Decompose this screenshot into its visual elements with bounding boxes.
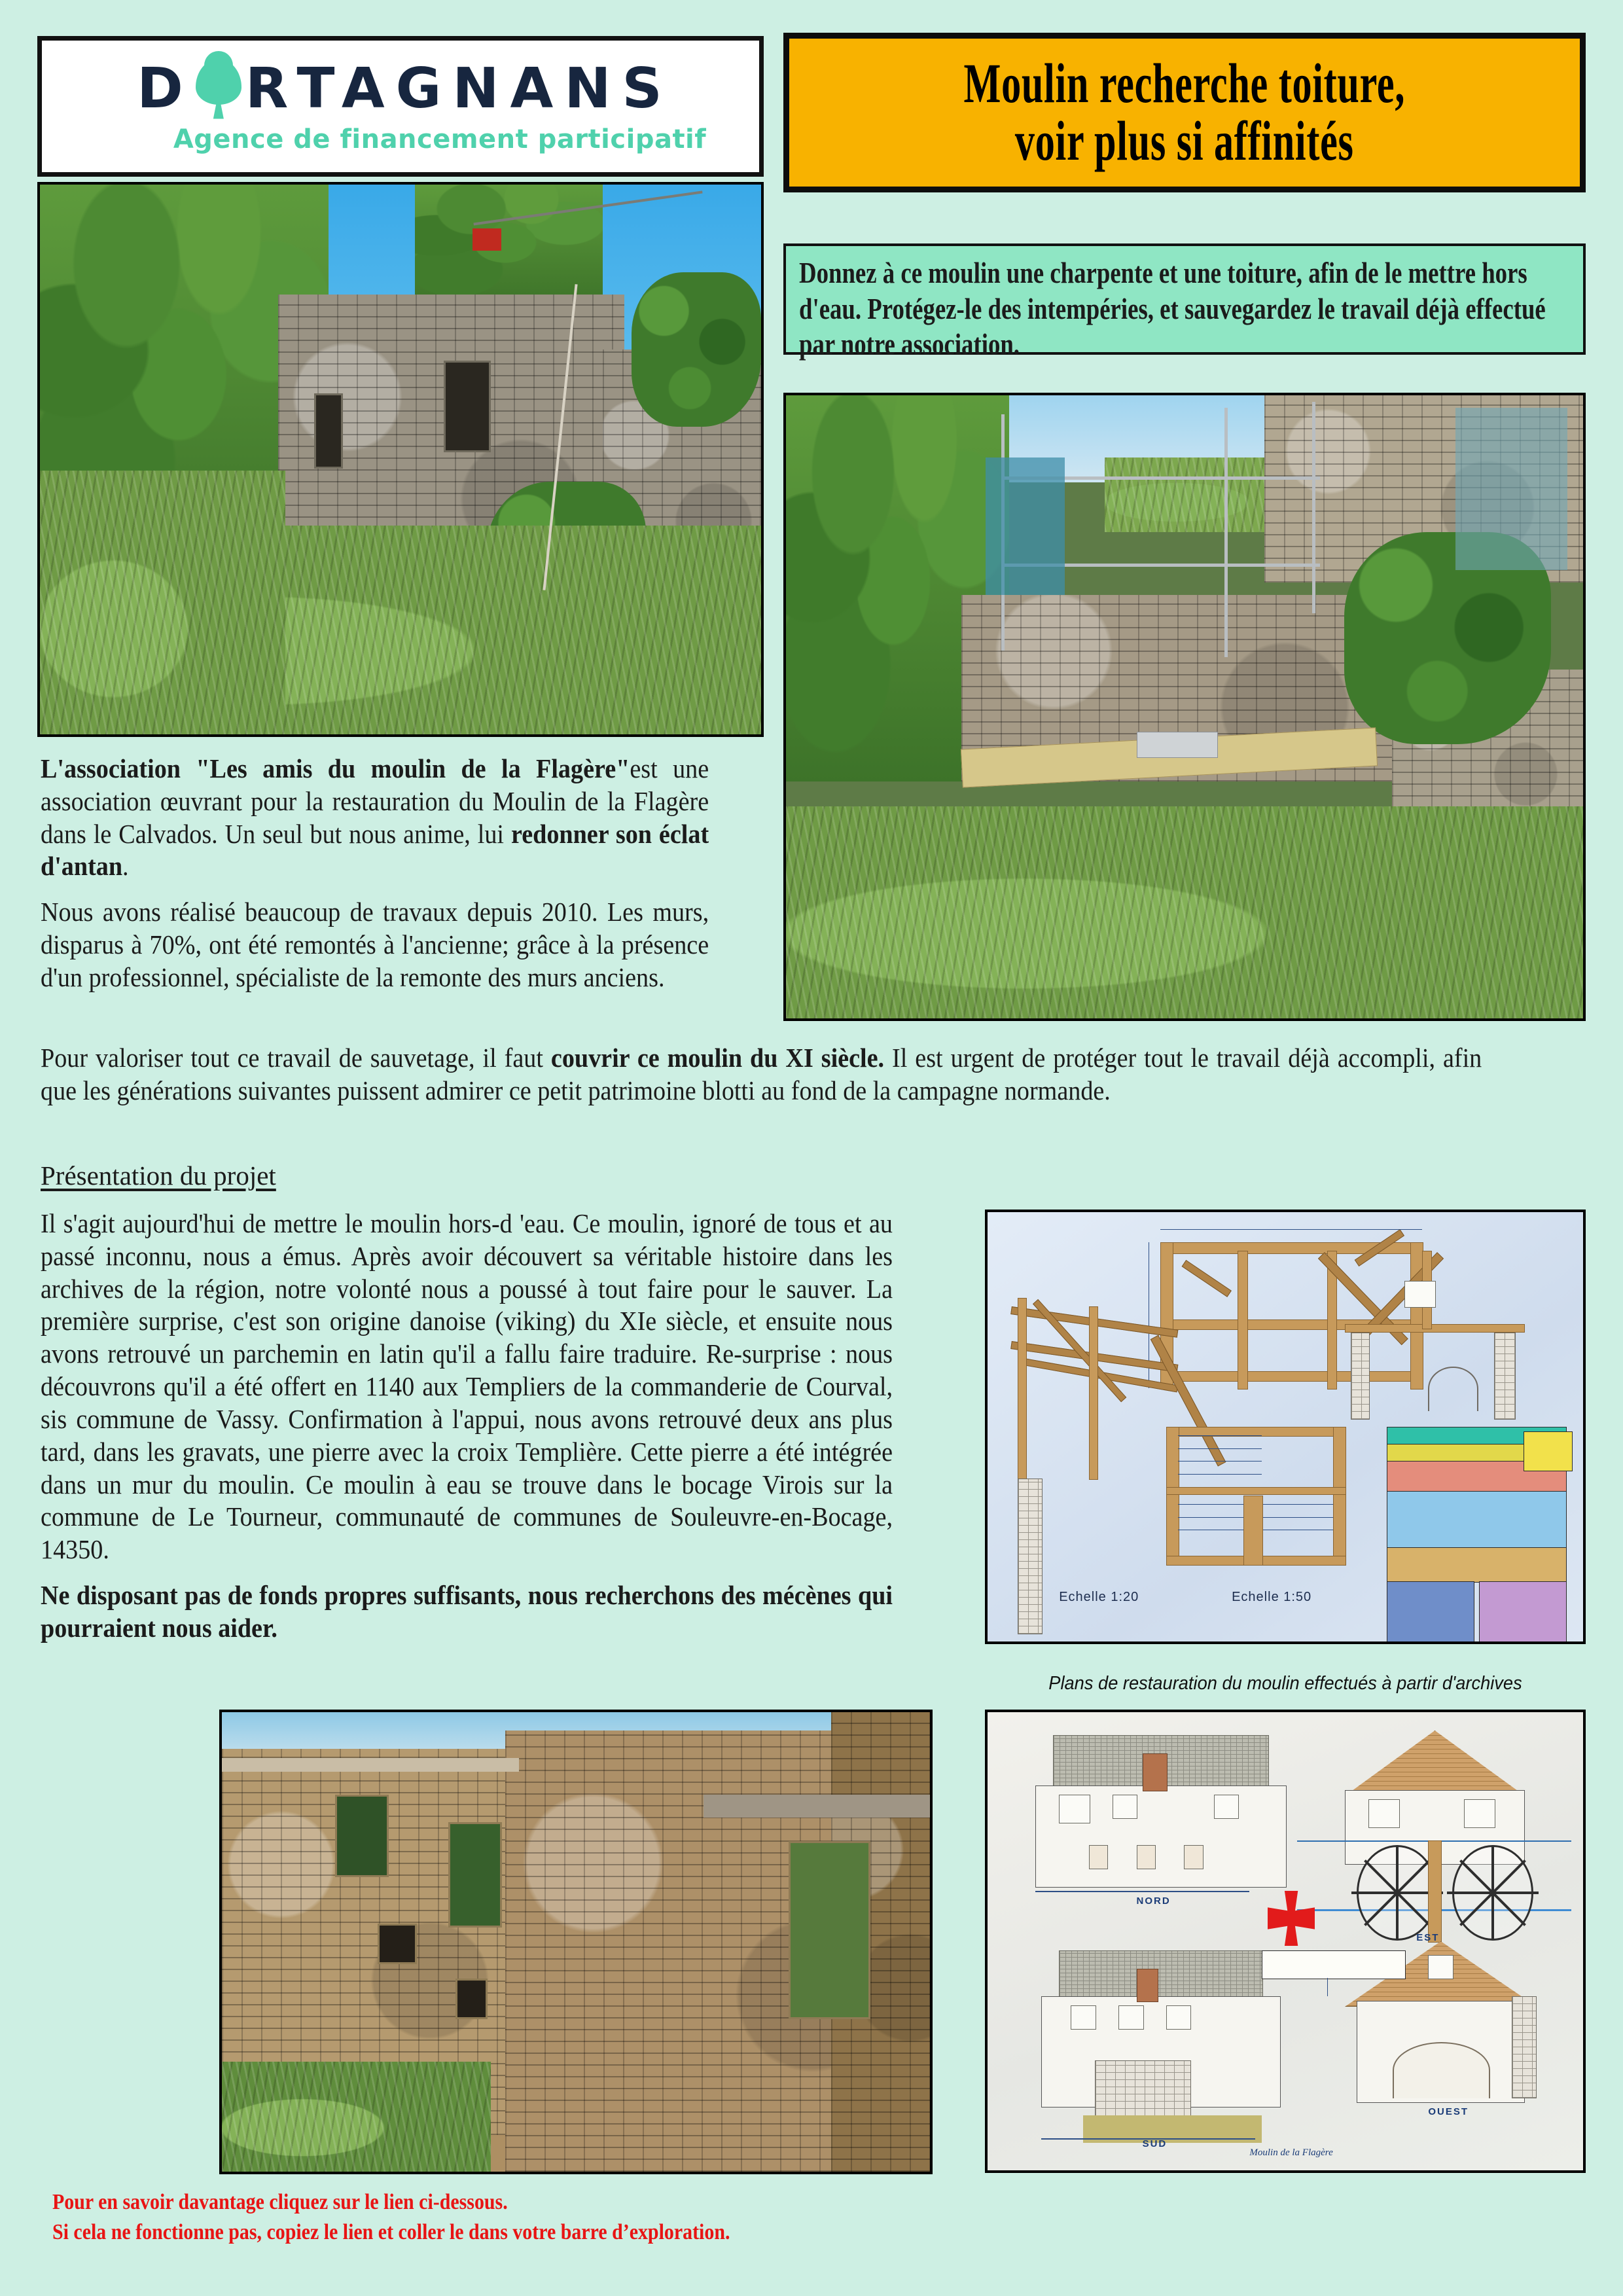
subtitle-callout-box <box>783 243 1586 361</box>
assoc-bold-2: redonner son éclat d'antan <box>41 818 709 882</box>
plan-scale-left: Echelle 1:20 <box>1059 1590 1139 1605</box>
title-line-2: voir plus si affinités <box>1015 109 1354 172</box>
assoc-rest-a: est une association œuvrant pour la restauration du Moulin de la Flagère dans le Calvados. Un seul but nous anime, lui <box>41 753 709 849</box>
title-line-1: Moulin recherche toiture, <box>963 52 1406 115</box>
subtitle-text: Donnez à ce moulin une charpente et une toiture, afin de le mettre hors d'eau. Protégez-le des intempéries, et sauvegardez le travail déjà effectué par notre association. <box>799 256 1546 361</box>
photo-worksite-scaffolding <box>783 393 1586 1021</box>
footer-link-instructions <box>52 2187 1296 2248</box>
heading-presentation-projet: Présentation du projet <box>41 1160 276 1191</box>
valoriser-a: Pour valoriser tout ce travail de sauvetage, il faut <box>41 1043 551 1073</box>
photo-interior-walls <box>219 1710 933 2174</box>
footer-line-1: Pour en savoir davantage cliquez sur le lien ci-dessous. <box>52 2190 508 2214</box>
plan-dir-sud: SUD <box>1142 2138 1168 2149</box>
footer-line-2: Si cela ne fonctionne pas, copiez le lien et coller le dans votre barre d’exploration. <box>52 2219 730 2244</box>
dartagnans-wordmark <box>137 56 673 121</box>
plan-dir-est: EST <box>1416 1932 1440 1943</box>
plan-dir-ouest: OUEST <box>1428 2106 1469 2117</box>
valoriser-b: Il est urgent de protéger tout le travail déjà accompli, afin que les générations suivantes puissent admirer ce petit patrimoine blotti au fond de la campagne normande. <box>41 1043 1482 1105</box>
paragraph-valoriser <box>41 1042 1482 1107</box>
photo-mill-exterior <box>37 182 764 737</box>
logo-letter-d: D <box>137 56 194 121</box>
intro-text-block <box>41 753 709 994</box>
paragraph-appel-mecenes: Ne disposant pas de fonds propres suffisants, nous recherchons des mécènes qui pourraient nous aider. <box>41 1579 893 1643</box>
valoriser-bold: couvrir ce moulin du XI siècle. <box>550 1043 885 1073</box>
spade-droplet-icon <box>196 59 241 119</box>
logo-letters-rest: RTAGNANS <box>245 56 673 121</box>
poster-title-banner <box>783 33 1586 192</box>
logo-tagline: Agence de financement participatif <box>173 124 707 154</box>
plan-signature: Moulin de la Flagère <box>1249 2147 1333 2158</box>
plan-facades-image <box>985 1710 1586 2173</box>
plan-charpente-image <box>985 1210 1586 1644</box>
dartagnans-logo-box <box>37 36 764 177</box>
project-description-block <box>41 1208 893 1645</box>
plan-dir-nord: NORD <box>1136 1895 1171 1907</box>
paragraph-valoriser-block <box>41 1042 1482 1107</box>
paragraph-histoire: Il s'agit aujourd'hui de mettre le moulin hors-d 'eau. Ce moulin, ignoré de tous et au passé inconnu, nous a émus. Après avoir découvert sa véritable histoire dans les archives de la région, notre volonté nous a poussé à tout faire pour le sauver. La première surprise, c'est son origine danoise (viking) du XIe siècle, et ensuite nous avons retrouvé un parchemin en latin qu'il a fallu faire traduire. Re-surprise : nous découvrons qu'il a été offert en 1140 aux Templiers de la commanderie de Courval, sis commune de Vassy. Confirmation à l'appui, nous avons retrouvé deux ans plus tard, dans les gravats, une pierre avec la croix Templière. Cette pierre a été intégrée dans un mur du moulin. Ce moulin à eau se trouve dans le bocage Virois sur la commune de Le Tourneur, communauté de communes de Souleuvre-en-Bocage, 14350. <box>41 1208 893 1565</box>
assoc-name-bold: L'association "Les amis du moulin de la Flagère" <box>41 753 630 783</box>
paragraph-association <box>41 753 709 883</box>
paragraph-travaux: Nous avons réalisé beaucoup de travaux depuis 2010. Les murs, disparus à 70%, ont été remontés à l'ancienne; grâce à la présence d'un professionnel, spécialiste de la remonte des murs anciens. <box>41 897 709 992</box>
assoc-rest-b: . <box>122 851 129 882</box>
plans-caption: Plans de restauration du moulin effectués à partir d'archives <box>1048 1673 1522 1694</box>
plan-scale-right: Echelle 1:50 <box>1232 1590 1312 1605</box>
